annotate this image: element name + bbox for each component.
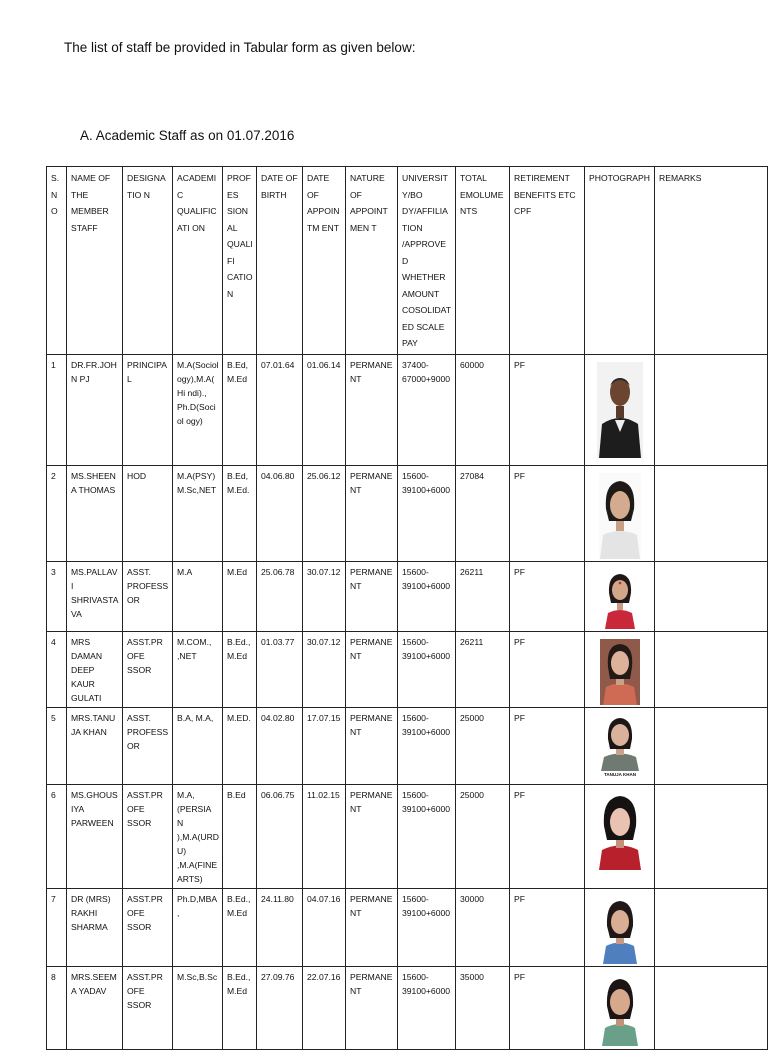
cell-university: 15600- 39100+6000 <box>398 465 456 561</box>
cell-doa: 22.07.16 <box>303 966 346 1049</box>
cell-university: 15600- 39100+6000 <box>398 631 456 707</box>
cell-name: DR.FR.JOHN PJ <box>67 354 123 465</box>
cell-university: 15600- 39100+6000 <box>398 707 456 784</box>
cell-remarks <box>655 784 768 888</box>
cell-name: MRS.TANUJA KHAN <box>67 707 123 784</box>
cell-remarks <box>655 966 768 1049</box>
cell-dob: 06.06.75 <box>257 784 303 888</box>
cell-sno: 1 <box>47 354 67 465</box>
header-retirement-benefits: RETIREMENT BENEFITS ETC CPF <box>510 167 585 355</box>
table-row <box>47 966 768 1049</box>
cell-remarks <box>655 561 768 631</box>
cell-designation: ASST. PROFESSOR <box>123 707 173 784</box>
cell-academic: M.A <box>173 561 223 631</box>
cell-name: MS.PALLAVI SHRIVASTAVA <box>67 561 123 631</box>
cell-professional: B.Ed, M.Ed <box>223 354 257 465</box>
staff-photo-4 <box>600 639 640 705</box>
cell-photograph <box>585 354 655 465</box>
cell-designation: ASST.PROFE SSOR <box>123 888 173 966</box>
table-row <box>47 465 768 561</box>
cell-professional: M.ED. <box>223 707 257 784</box>
cell-nature: PERMANENT <box>346 966 398 1049</box>
cell-academic: M.A(Sociol ogy),M.A(Hi ndi)., Ph.D(Sociol ogy) <box>173 354 223 465</box>
cell-doa: 01.06.14 <box>303 354 346 465</box>
cell-photograph <box>585 631 655 707</box>
table-row <box>47 707 768 784</box>
cell-retirement: PF <box>510 465 585 561</box>
header-photograph: PHOTOGRAPH <box>585 167 655 355</box>
cell-academic: M.A(PSY) M.Sc,NET <box>173 465 223 561</box>
header-remarks: REMARKS <box>655 167 768 355</box>
cell-retirement: PF <box>510 784 585 888</box>
cell-sno: 7 <box>47 888 67 966</box>
cell-name: MRS.SEEMA YADAV <box>67 966 123 1049</box>
staff-photo-5 <box>599 715 641 777</box>
cell-nature: PERMANENT <box>346 354 398 465</box>
cell-name: MS.GHOUSIYA PARWEEN <box>67 784 123 888</box>
cell-professional: B.Ed., M.Ed <box>223 631 257 707</box>
table-header-row <box>47 167 768 355</box>
cell-academic: M.Sc,B.Sc <box>173 966 223 1049</box>
cell-sno: 8 <box>47 966 67 1049</box>
cell-photograph <box>585 707 655 784</box>
staff-photo-1 <box>597 362 643 458</box>
cell-designation: ASST.PROFE SSOR <box>123 631 173 707</box>
cell-photograph <box>585 784 655 888</box>
header-sno: S. NO <box>47 167 67 355</box>
cell-emoluments: 25000 <box>456 784 510 888</box>
cell-university: 15600- 39100+6000 <box>398 966 456 1049</box>
cell-nature: PERMANENT <box>346 561 398 631</box>
cell-designation: HOD <box>123 465 173 561</box>
cell-professional: B.Ed., M.Ed <box>223 966 257 1049</box>
cell-remarks <box>655 465 768 561</box>
cell-retirement: PF <box>510 888 585 966</box>
cell-university: 37400- 67000+9000 <box>398 354 456 465</box>
academic-staff-table <box>46 166 768 1050</box>
cell-remarks <box>655 707 768 784</box>
cell-name: DR (MRS) RAKHI SHARMA <box>67 888 123 966</box>
cell-sno: 6 <box>47 784 67 888</box>
cell-remarks <box>655 354 768 465</box>
staff-photo-2 <box>599 473 641 559</box>
table-row <box>47 354 768 465</box>
table-row <box>47 561 768 631</box>
cell-nature: PERMANENT <box>346 888 398 966</box>
cell-retirement: PF <box>510 561 585 631</box>
cell-dob: 04.02.80 <box>257 707 303 784</box>
header-academic-qualification: ACADEMIC QUALIFICATI ON <box>173 167 223 355</box>
cell-retirement: PF <box>510 354 585 465</box>
cell-nature: PERMANENT <box>346 631 398 707</box>
cell-remarks <box>655 631 768 707</box>
cell-emoluments: 30000 <box>456 888 510 966</box>
cell-dob: 25.06.78 <box>257 561 303 631</box>
cell-sno: 4 <box>47 631 67 707</box>
cell-emoluments: 35000 <box>456 966 510 1049</box>
cell-academic: M.A,(PERSIA N ),M.A(URDU) ,M.A(FINE ARTS) <box>173 784 223 888</box>
cell-name: MS.SHEENA THOMAS <box>67 465 123 561</box>
header-date-of-birth: DATE OF BIRTH <box>257 167 303 355</box>
cell-academic: Ph.D,MBA, <box>173 888 223 966</box>
cell-university: 15600- 39100+6000 <box>398 888 456 966</box>
header-professional-qualification: PROFES SIONAL QUALIFI CATION <box>223 167 257 355</box>
staff-photo-3 <box>602 569 638 629</box>
header-university: UNIVERSITY/BO DY/AFFILIATION /APPROVED WHETHER AMOUNT COSOLIDATED SCALE PAY <box>398 167 456 355</box>
intro-text: The list of staff be provided in Tabular form as given below: <box>64 40 416 55</box>
header-name: NAME OF THE MEMBER STAFF <box>67 167 123 355</box>
cell-dob: 01.03.77 <box>257 631 303 707</box>
cell-sno: 2 <box>47 465 67 561</box>
cell-name: MRS DAMAN DEEP KAUR GULATI <box>67 631 123 707</box>
cell-photograph <box>585 465 655 561</box>
header-date-of-appointment: DATE OF APPOINTM ENT <box>303 167 346 355</box>
cell-sno: 5 <box>47 707 67 784</box>
cell-photograph <box>585 888 655 966</box>
cell-doa: 11.02.15 <box>303 784 346 888</box>
cell-designation: ASST.PROFE SSOR <box>123 966 173 1049</box>
photo-caption: TANUJA KHAN <box>604 771 636 777</box>
staff-photo-8 <box>600 974 640 1046</box>
header-nature-of-appointment: NATURE OF APPOINTMEN T <box>346 167 398 355</box>
cell-dob: 04.06.80 <box>257 465 303 561</box>
cell-doa: 04.07.16 <box>303 888 346 966</box>
table-row <box>47 784 768 888</box>
cell-emoluments: 26211 <box>456 561 510 631</box>
cell-designation: ASST.PROFE SSOR <box>123 784 173 888</box>
cell-doa: 30.07.12 <box>303 561 346 631</box>
staff-photo-7 <box>601 896 639 964</box>
cell-retirement: PF <box>510 631 585 707</box>
cell-dob: 24.11.80 <box>257 888 303 966</box>
cell-professional: B.Ed., M.Ed <box>223 888 257 966</box>
cell-photograph <box>585 561 655 631</box>
cell-doa: 17.07.15 <box>303 707 346 784</box>
cell-nature: PERMANENT <box>346 784 398 888</box>
cell-professional: M.Ed <box>223 561 257 631</box>
cell-dob: 07.01.64 <box>257 354 303 465</box>
cell-university: 15600- 39100+6000 <box>398 561 456 631</box>
table-row <box>47 631 768 707</box>
cell-remarks <box>655 888 768 966</box>
header-designation: DESIGNATIO N <box>123 167 173 355</box>
cell-retirement: PF <box>510 707 585 784</box>
cell-emoluments: 27084 <box>456 465 510 561</box>
cell-university: 15600- 39100+6000 <box>398 784 456 888</box>
cell-sno: 3 <box>47 561 67 631</box>
cell-emoluments: 25000 <box>456 707 510 784</box>
cell-designation: PRINCIPAL <box>123 354 173 465</box>
staff-photo-6 <box>598 792 642 870</box>
cell-doa: 30.07.12 <box>303 631 346 707</box>
cell-dob: 27.09.76 <box>257 966 303 1049</box>
table-row <box>47 888 768 966</box>
cell-designation: ASST. PROFESSOR <box>123 561 173 631</box>
cell-emoluments: 26211 <box>456 631 510 707</box>
cell-academic: M.COM., ,NET <box>173 631 223 707</box>
cell-professional: B.Ed <box>223 784 257 888</box>
header-total-emoluments: TOTAL EMOLUMENTS <box>456 167 510 355</box>
cell-emoluments: 60000 <box>456 354 510 465</box>
cell-nature: PERMANENT <box>346 707 398 784</box>
cell-nature: PERMANENT <box>346 465 398 561</box>
section-heading: A. Academic Staff as on 01.07.2016 <box>80 128 295 143</box>
cell-doa: 25.06.12 <box>303 465 346 561</box>
cell-retirement: PF <box>510 966 585 1049</box>
cell-photograph <box>585 966 655 1049</box>
cell-professional: B.Ed, M.Ed. <box>223 465 257 561</box>
cell-academic: B.A, M.A, <box>173 707 223 784</box>
